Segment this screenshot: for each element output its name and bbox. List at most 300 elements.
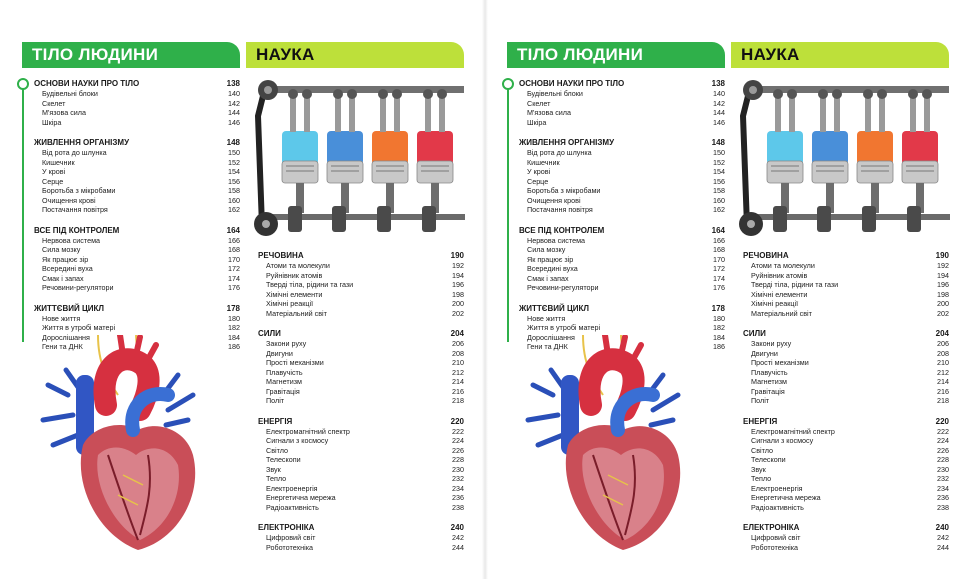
- toc-section-heading[interactable]: [519, 303, 725, 314]
- toc-entry-page: 200: [937, 299, 949, 308]
- toc-entry[interactable]: [743, 299, 949, 309]
- toc-entry-label: Шкіра: [527, 117, 547, 127]
- toc-entry[interactable]: [519, 108, 725, 118]
- section-page-number: 164: [711, 225, 725, 235]
- section-title: РЕЧОВИНА: [743, 251, 789, 260]
- toc-entry-label: У крові: [527, 167, 551, 176]
- toc-entry[interactable]: [743, 446, 949, 456]
- toc-entry[interactable]: [34, 167, 240, 177]
- toc-entry-label: Нове життя: [527, 313, 566, 323]
- toc-rail: [22, 82, 24, 342]
- toc-entry-label: Прості механізми: [751, 358, 809, 367]
- toc-entry-label: Гени та ДНК: [527, 342, 568, 351]
- toc-entry[interactable]: [258, 543, 464, 553]
- toc-entry-label: Сила мозку: [527, 245, 566, 254]
- toc-entry[interactable]: [258, 474, 464, 484]
- toc-entry-label: Життя в утробі матері: [527, 323, 601, 332]
- toc-entry-page: 214: [452, 377, 464, 386]
- section-title: ВСЕ ПІД КОНТРОЛЕМ: [34, 225, 120, 235]
- toc-entry-page: 216: [937, 386, 949, 396]
- toc-entry-label: Постачання повітря: [527, 205, 593, 214]
- toc-section-heading[interactable]: [743, 250, 949, 261]
- section-page-number: 190: [935, 251, 949, 260]
- toc-entry[interactable]: [743, 377, 949, 387]
- toc-entry-label: Плавучість: [266, 367, 303, 377]
- toc-entry-page: 154: [713, 167, 725, 176]
- toc-entry[interactable]: [258, 290, 464, 300]
- toc-entry-page: 150: [713, 148, 725, 157]
- section-banner-science: НАУКА: [246, 42, 464, 68]
- science-column: [246, 42, 464, 68]
- toc-entry[interactable]: [743, 271, 949, 281]
- toc-entry[interactable]: [743, 309, 949, 319]
- toc-entry-page: 242: [937, 533, 949, 542]
- toc-entry-page: 180: [713, 313, 725, 323]
- toc-entry[interactable]: [743, 280, 949, 290]
- toc-entry[interactable]: [743, 455, 949, 465]
- toc-section-heading[interactable]: [519, 225, 725, 236]
- toc-entry[interactable]: [258, 427, 464, 437]
- toc-entry[interactable]: [519, 323, 725, 333]
- toc-entry-label: Боротьба з мікробами: [42, 186, 116, 195]
- toc-entry-page: 176: [228, 283, 240, 292]
- toc-entry[interactable]: [258, 387, 464, 397]
- toc-entry-label: Всередині вуха: [527, 264, 578, 273]
- toc-entry-page: 234: [937, 483, 949, 493]
- toc-entry-page: 218: [937, 396, 949, 405]
- toc-entry-label: Очищення крові: [42, 195, 96, 205]
- toc-entry-page: 218: [452, 396, 464, 405]
- toc-entry-page: 162: [228, 205, 240, 214]
- toc-entry-label: Сила мозку: [42, 245, 81, 254]
- body-column: [22, 42, 240, 362]
- toc-entry-page: 162: [713, 205, 725, 214]
- toc-entry[interactable]: [519, 158, 725, 168]
- toc-entry[interactable]: [743, 339, 949, 349]
- toc-entry[interactable]: [34, 264, 240, 274]
- toc-section-heading[interactable]: [743, 522, 949, 533]
- toc-entry-label: Радіоактивність: [266, 502, 319, 512]
- toc-entry-label: Звук: [751, 464, 766, 474]
- toc-entry-page: 202: [452, 308, 464, 318]
- engine-figure: [737, 76, 952, 244]
- toc-entry-page: 142: [228, 98, 240, 108]
- toc-entry-page: 194: [937, 270, 949, 280]
- section-title: ВСЕ ПІД КОНТРОЛЕМ: [519, 225, 605, 235]
- toc-entry[interactable]: [743, 533, 949, 543]
- toc-entry-page: 152: [228, 157, 240, 167]
- toc-entry[interactable]: [258, 493, 464, 503]
- toc-entry-page: 224: [937, 436, 949, 445]
- toc-entry[interactable]: [258, 309, 464, 319]
- toc-entry-label: Хімічні елементи: [751, 289, 808, 299]
- toc-entry-page: 230: [452, 464, 464, 474]
- section-page-number: 178: [226, 303, 240, 313]
- page-gutter: [482, 0, 488, 579]
- toc-entry[interactable]: [34, 323, 240, 333]
- toc-entry-page: 194: [452, 270, 464, 280]
- toc-entry-page: 224: [452, 436, 464, 445]
- section-title: ЖИТТЄВИЙ ЦИКЛ: [34, 303, 105, 313]
- toc-entry[interactable]: [519, 205, 725, 215]
- toc-section-heading[interactable]: [34, 137, 240, 148]
- toc-entry[interactable]: [743, 493, 949, 503]
- toc-section: [258, 250, 464, 318]
- engine-figure: [252, 76, 467, 244]
- toc-entry-label: Хімічні елементи: [266, 289, 323, 299]
- toc-entry[interactable]: [34, 283, 240, 293]
- toc-entry[interactable]: [519, 245, 725, 255]
- heart-figure: [28, 332, 218, 555]
- toc-entry[interactable]: [519, 148, 725, 158]
- toc-body: [507, 78, 725, 352]
- toc-entry[interactable]: [743, 436, 949, 446]
- toc-section: [258, 328, 464, 406]
- toc-entry-label: Смак і запах: [42, 273, 84, 283]
- toc-section: [743, 416, 949, 513]
- toc-entry-label: Світло: [751, 445, 774, 455]
- toc-entry-label: М'язова сила: [527, 108, 571, 117]
- heart-figure: [513, 332, 703, 555]
- toc-entry[interactable]: [519, 264, 725, 274]
- toc-entry[interactable]: [743, 368, 949, 378]
- section-title: ЕНЕРГІЯ: [743, 416, 778, 426]
- toc-entry-label: Електроенергія: [266, 483, 318, 493]
- toc-entry-label: Світло: [266, 445, 289, 455]
- toc-entry-page: 208: [452, 348, 464, 358]
- toc-entry-label: Нове життя: [42, 313, 81, 323]
- toc-section-heading[interactable]: [258, 416, 464, 427]
- toc-entry-page: 230: [937, 464, 949, 474]
- toc-entry[interactable]: [258, 503, 464, 513]
- toc-entry-page: 158: [713, 186, 725, 195]
- toc-entry[interactable]: [258, 396, 464, 406]
- toc-entry[interactable]: [519, 89, 725, 99]
- toc-entry-page: 214: [937, 377, 949, 386]
- toc-entry-label: Всередині вуха: [42, 264, 93, 273]
- toc-entry[interactable]: [519, 186, 725, 196]
- toc-entry-page: 166: [713, 235, 725, 245]
- toc-entry[interactable]: [258, 484, 464, 494]
- toc-entry-page: 236: [937, 493, 949, 502]
- toc-entry-label: Двигуни: [751, 348, 778, 358]
- toc-entry-label: Цифровий світ: [751, 533, 801, 542]
- toc-section-heading[interactable]: [519, 137, 725, 148]
- toc-entry-page: 160: [228, 195, 240, 205]
- section-title: ОСНОВИ НАУКИ ПРО ТІЛО: [519, 79, 625, 88]
- section-title: ЖИВЛЕННЯ ОРГАНІЗМУ: [519, 138, 615, 147]
- toc-entry-label: Шкіра: [42, 117, 62, 127]
- section-page-number: 220: [935, 416, 949, 426]
- toc-entry-page: 176: [713, 283, 725, 292]
- toc-entry[interactable]: [519, 283, 725, 293]
- toc-entry-label: Кишечник: [527, 157, 560, 167]
- toc-section-heading[interactable]: [743, 328, 949, 339]
- toc-entry-page: 244: [937, 542, 949, 552]
- toc-entry-label: Тверді тіла, рідини та гази: [751, 280, 839, 289]
- section-page-number: 148: [226, 138, 240, 147]
- toc-entry[interactable]: [258, 349, 464, 359]
- toc-entry[interactable]: [743, 387, 949, 397]
- toc-entry-page: 228: [452, 455, 464, 464]
- toc-entry[interactable]: [34, 99, 240, 109]
- toc-entry[interactable]: [258, 436, 464, 446]
- toc-rail: [507, 82, 509, 342]
- toc-entry-label: Плавучість: [751, 367, 788, 377]
- toc-entry-page: 228: [937, 455, 949, 464]
- toc-entry[interactable]: [34, 196, 240, 206]
- section-page-number: 190: [450, 251, 464, 260]
- toc-entry-label: Речовини-регулятори: [42, 283, 114, 292]
- toc-entry-label: Радіоактивність: [751, 502, 804, 512]
- toc-entry[interactable]: [258, 377, 464, 387]
- toc-entry-label: Енергетична мережа: [751, 493, 821, 502]
- toc-entry[interactable]: [34, 274, 240, 284]
- section-page-number: 178: [711, 303, 725, 313]
- toc-entry[interactable]: [34, 314, 240, 324]
- toc-entry[interactable]: [258, 533, 464, 543]
- toc-entry-page: 186: [228, 342, 240, 351]
- toc-entry[interactable]: [519, 99, 725, 109]
- toc-entry-label: Магнетизм: [266, 377, 302, 386]
- toc-entry[interactable]: [34, 118, 240, 128]
- toc-section: [743, 250, 949, 318]
- toc-section-heading[interactable]: [258, 250, 464, 261]
- toc-entry[interactable]: [258, 299, 464, 309]
- toc-body: [22, 78, 240, 352]
- toc-entry-label: Руйнівник атомів: [751, 270, 808, 280]
- toc-section-heading[interactable]: [743, 416, 949, 427]
- heart-illustration: [28, 332, 218, 555]
- toc-entry-page: 172: [713, 264, 725, 273]
- section-page-number: 220: [450, 416, 464, 426]
- toc-entry-label: Тепло: [266, 474, 287, 483]
- section-title: ЕЛЕКТРОНІКА: [258, 523, 315, 532]
- toc-entry-label: Будівельні блоки: [527, 89, 583, 98]
- toc-entry-page: 206: [937, 339, 949, 348]
- toc-entry-label: Руйнівник атомів: [266, 270, 323, 280]
- toc-entry[interactable]: [34, 245, 240, 255]
- toc-entry-page: 184: [228, 332, 240, 342]
- toc-entry[interactable]: [34, 186, 240, 196]
- toc-entry-label: Постачання повітря: [42, 205, 108, 214]
- toc-entry-label: М'язова сила: [42, 108, 86, 117]
- toc-entry[interactable]: [519, 314, 725, 324]
- science-column: [731, 42, 949, 68]
- toc-section-heading[interactable]: [34, 78, 240, 89]
- toc-entry[interactable]: [258, 261, 464, 271]
- toc-entry-label: Робототехніка: [266, 542, 313, 552]
- toc-entry[interactable]: [519, 118, 725, 128]
- toc-entry[interactable]: [258, 358, 464, 368]
- toc-entry-page: 222: [452, 426, 464, 436]
- heart-illustration: [513, 332, 703, 555]
- toc-entry-page: 198: [452, 289, 464, 299]
- toc-entry-label: Від рота до шлунка: [527, 148, 592, 157]
- toc-entry[interactable]: [34, 158, 240, 168]
- toc-entry[interactable]: [519, 177, 725, 187]
- toc-entry-page: 174: [228, 273, 240, 283]
- toc-entry[interactable]: [258, 455, 464, 465]
- toc-entry-label: У крові: [42, 167, 66, 176]
- toc-entry[interactable]: [34, 108, 240, 118]
- toc-entry[interactable]: [743, 503, 949, 513]
- toc-entry-page: 140: [713, 89, 725, 98]
- toc-entry-page: 208: [937, 348, 949, 358]
- toc-section-heading[interactable]: [258, 522, 464, 533]
- toc-entry-page: 236: [452, 493, 464, 502]
- toc-entry[interactable]: [743, 349, 949, 359]
- toc-section-heading[interactable]: [34, 225, 240, 236]
- toc-entry-page: 182: [228, 323, 240, 332]
- toc-entry[interactable]: [743, 484, 949, 494]
- toc-entry[interactable]: [34, 177, 240, 187]
- toc-entry-page: 168: [228, 245, 240, 254]
- toc-entry[interactable]: [258, 271, 464, 281]
- toc-entry[interactable]: [258, 465, 464, 475]
- toc-entry-label: Нервова система: [42, 235, 101, 245]
- section-title: ЖИТТЄВИЙ ЦИКЛ: [519, 303, 590, 313]
- toc-entry-page: 166: [228, 235, 240, 245]
- toc-entry-label: Гравітація: [266, 386, 300, 396]
- toc-entry-label: Від рота до шлунка: [42, 148, 107, 157]
- toc-entry-page: 238: [452, 502, 464, 512]
- body-column: [507, 42, 725, 362]
- toc-entry-label: Політ: [266, 396, 285, 405]
- toc-section: [34, 137, 240, 215]
- section-title: ОСНОВИ НАУКИ ПРО ТІЛО: [34, 79, 140, 88]
- toc-entry-page: 170: [228, 254, 240, 264]
- toc-entry-page: 202: [937, 308, 949, 318]
- toc-entry-label: Магнетизм: [751, 377, 787, 386]
- toc-entry-page: 226: [452, 445, 464, 455]
- section-page-number: 240: [450, 523, 464, 532]
- toc-entry-label: Двигуни: [266, 348, 293, 358]
- toc-entry[interactable]: [743, 465, 949, 475]
- section-page-number: 240: [935, 523, 949, 532]
- toc-entry-page: 210: [937, 358, 949, 367]
- toc-entry-page: 206: [452, 339, 464, 348]
- toc-entry-label: Тверді тіла, рідини та гази: [266, 280, 354, 289]
- toc-entry-label: Будівельні блоки: [42, 89, 98, 98]
- toc-entry[interactable]: [258, 368, 464, 378]
- toc-entry-page: 244: [452, 542, 464, 552]
- toc-entry[interactable]: [258, 280, 464, 290]
- toc-entry-label: Речовини-регулятори: [527, 283, 599, 292]
- toc-section: [519, 78, 725, 127]
- toc-entry-label: Матеріальний світ: [751, 308, 812, 318]
- toc-entry[interactable]: [519, 255, 725, 265]
- section-banner-body: ТІЛО ЛЮДИНИ: [22, 42, 240, 68]
- toc-entry-label: Хімічні реакції: [266, 299, 314, 308]
- section-page-number: 204: [935, 329, 949, 338]
- toc-entry-page: 146: [713, 117, 725, 127]
- toc-entry-page: 158: [228, 186, 240, 195]
- toc-entry[interactable]: [519, 274, 725, 284]
- toc-entry-page: 154: [228, 167, 240, 176]
- toc-entry[interactable]: [743, 290, 949, 300]
- toc-entry-label: Гравітація: [751, 386, 785, 396]
- toc-entry[interactable]: [743, 261, 949, 271]
- toc-entry-page: 144: [228, 108, 240, 117]
- section-page-number: 138: [711, 79, 725, 88]
- toc-entry[interactable]: [743, 358, 949, 368]
- toc-entry[interactable]: [34, 255, 240, 265]
- toc-entry-page: 184: [713, 332, 725, 342]
- section-banner-body: ТІЛО ЛЮДИНИ: [507, 42, 725, 68]
- toc-entry-page: 226: [937, 445, 949, 455]
- toc-entry-page: 144: [713, 108, 725, 117]
- toc-entry-label: Звук: [266, 464, 281, 474]
- toc-entry[interactable]: [34, 205, 240, 215]
- toc-entry[interactable]: [743, 474, 949, 484]
- toc-entry-label: Прості механізми: [266, 358, 324, 367]
- toc-entry-label: Телескопи: [266, 455, 301, 464]
- toc-bullet-icon: [502, 78, 514, 90]
- toc-entry[interactable]: [34, 236, 240, 246]
- section-title: ЖИВЛЕННЯ ОРГАНІЗМУ: [34, 138, 130, 147]
- toc-entry-label: Як працює зір: [527, 254, 574, 264]
- toc-entry[interactable]: [519, 167, 725, 177]
- toc-entry-page: 216: [452, 386, 464, 396]
- toc-entry-label: Атоми та молекули: [266, 261, 330, 270]
- toc-entry-label: Хімічні реакції: [751, 299, 799, 308]
- toc-entry[interactable]: [519, 196, 725, 206]
- toc-entry-page: 156: [228, 176, 240, 186]
- toc-entry-page: 196: [452, 280, 464, 289]
- section-title: ЕЛЕКТРОНІКА: [743, 523, 800, 532]
- toc-entry[interactable]: [34, 89, 240, 99]
- toc-entry-page: 142: [713, 98, 725, 108]
- toc-entry-label: Гени та ДНК: [42, 342, 83, 351]
- toc-entry[interactable]: [743, 396, 949, 406]
- toc-entry[interactable]: [743, 427, 949, 437]
- toc-entry-label: Кишечник: [42, 157, 75, 167]
- toc-entry-label: Матеріальний світ: [266, 308, 327, 318]
- toc-entry-page: 192: [452, 261, 464, 270]
- toc-entry-label: Дорослішання: [527, 332, 575, 342]
- toc-section: [34, 78, 240, 127]
- toc-entry-label: Закони руху: [266, 339, 307, 348]
- engine-pistons-illustration: [252, 76, 467, 244]
- toc-entry-label: Скелет: [42, 98, 66, 108]
- toc-section-heading[interactable]: [519, 78, 725, 89]
- toc-entry-label: Атоми та молекули: [751, 261, 815, 270]
- spread-right: [485, 0, 970, 579]
- toc-entry-page: 242: [452, 533, 464, 542]
- toc-entry-page: 234: [452, 483, 464, 493]
- toc-entry-label: Енергетична мережа: [266, 493, 336, 502]
- section-page-number: 138: [226, 79, 240, 88]
- toc-entry-label: Електроенергія: [751, 483, 803, 493]
- toc-section-heading[interactable]: [34, 303, 240, 314]
- toc-entry-label: Електромагнітний спектр: [266, 426, 350, 436]
- toc-entry-page: 212: [937, 367, 949, 377]
- toc-entry-label: Серце: [42, 176, 64, 186]
- toc-entry[interactable]: [258, 339, 464, 349]
- toc-section-heading[interactable]: [258, 328, 464, 339]
- toc-science: [743, 250, 949, 562]
- toc-entry-label: Цифровий світ: [266, 533, 316, 542]
- toc-entry[interactable]: [34, 148, 240, 158]
- toc-entry-page: 232: [937, 474, 949, 483]
- toc-entry[interactable]: [258, 446, 464, 456]
- toc-entry-label: Скелет: [527, 98, 551, 108]
- toc-section: [34, 225, 240, 293]
- toc-entry-page: 140: [228, 89, 240, 98]
- toc-entry[interactable]: [519, 236, 725, 246]
- toc-entry[interactable]: [743, 543, 949, 553]
